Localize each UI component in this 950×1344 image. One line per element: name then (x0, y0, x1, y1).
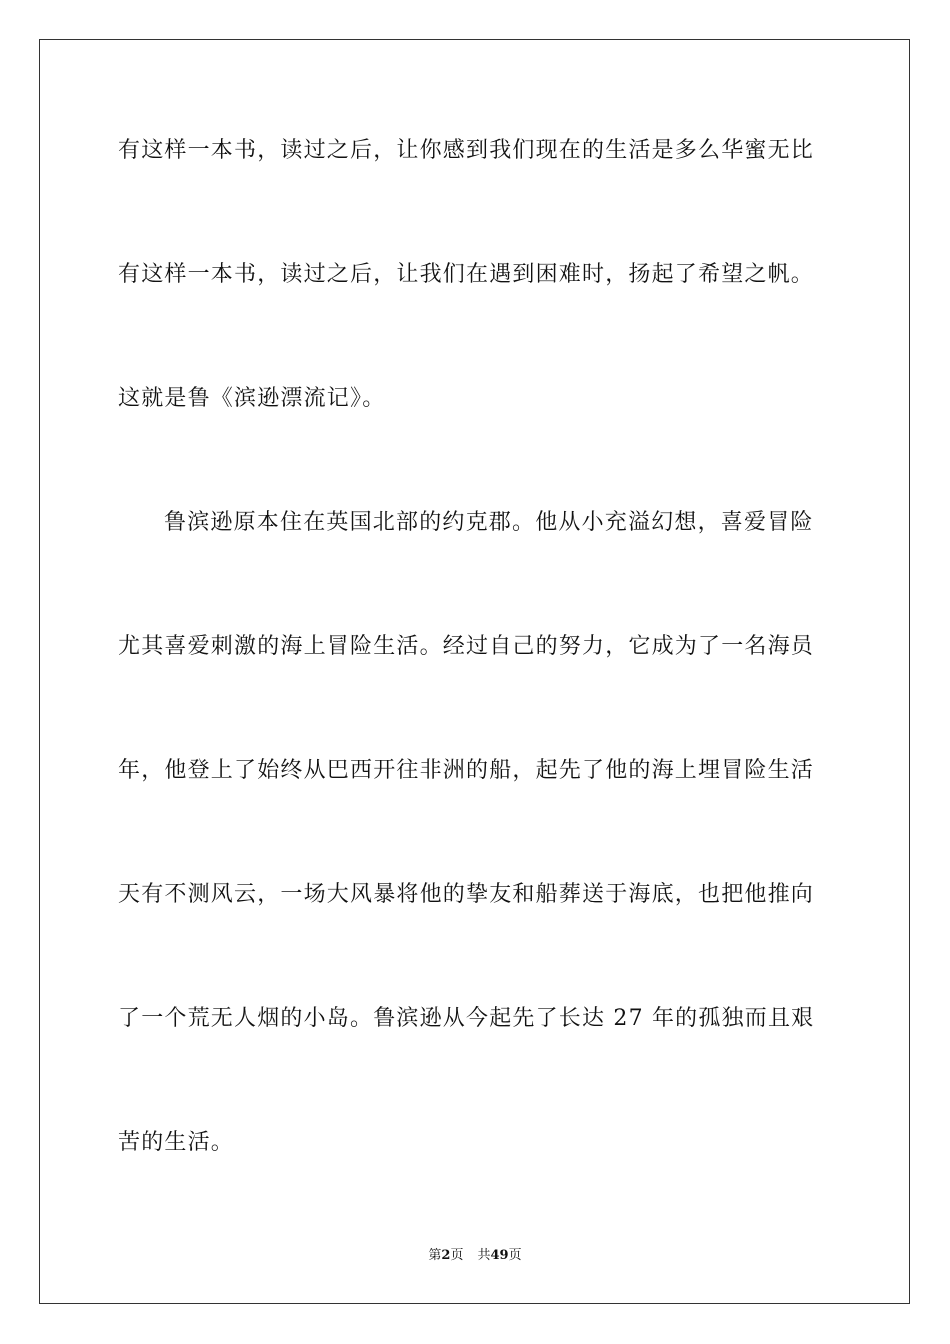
page-suffix: 页 (450, 1248, 464, 1263)
total-prefix: 共 (477, 1248, 491, 1263)
text-line-5: 尤其喜爱刺激的海上冒险生活。经过自己的努力，它成为了一名海员 (118, 634, 815, 659)
text-line-9: 苦的生活。 (118, 1130, 235, 1155)
text-line-4: 鲁滨逊原本住在英国北部的约克郡。他从小充溢幻想，喜爱冒险 (164, 510, 814, 535)
text-line-6: 年，他登上了始终从巴西开往非洲的船，起先了他的海上埋冒险生活 (118, 758, 815, 783)
page-border (39, 39, 910, 1304)
text-line-8: 了一个荒无人烟的小岛。鲁滨逊从今起先了长达 27 年的孤独而且艰 (118, 1006, 815, 1031)
text-line-7: 天有不测风云，一场大风暴将他的挚友和船葬送于海底，也把他推向 (118, 882, 815, 907)
page-footer (0, 1248, 950, 1264)
total-suffix: 页 (508, 1248, 522, 1263)
total-pages: 49 (490, 1248, 509, 1263)
text-line-1: 有这样一本书，读过之后，让你感到我们现在的生活是多么华蜜无比 (118, 138, 815, 163)
page-number: 2 (441, 1248, 451, 1263)
text-line-2: 有这样一本书，读过之后，让我们在遇到困难时，扬起了希望之帆。 (118, 262, 815, 287)
text-line-3: 这就是鲁《滨逊漂流记》。 (118, 386, 386, 411)
page-prefix: 第 (428, 1248, 442, 1263)
